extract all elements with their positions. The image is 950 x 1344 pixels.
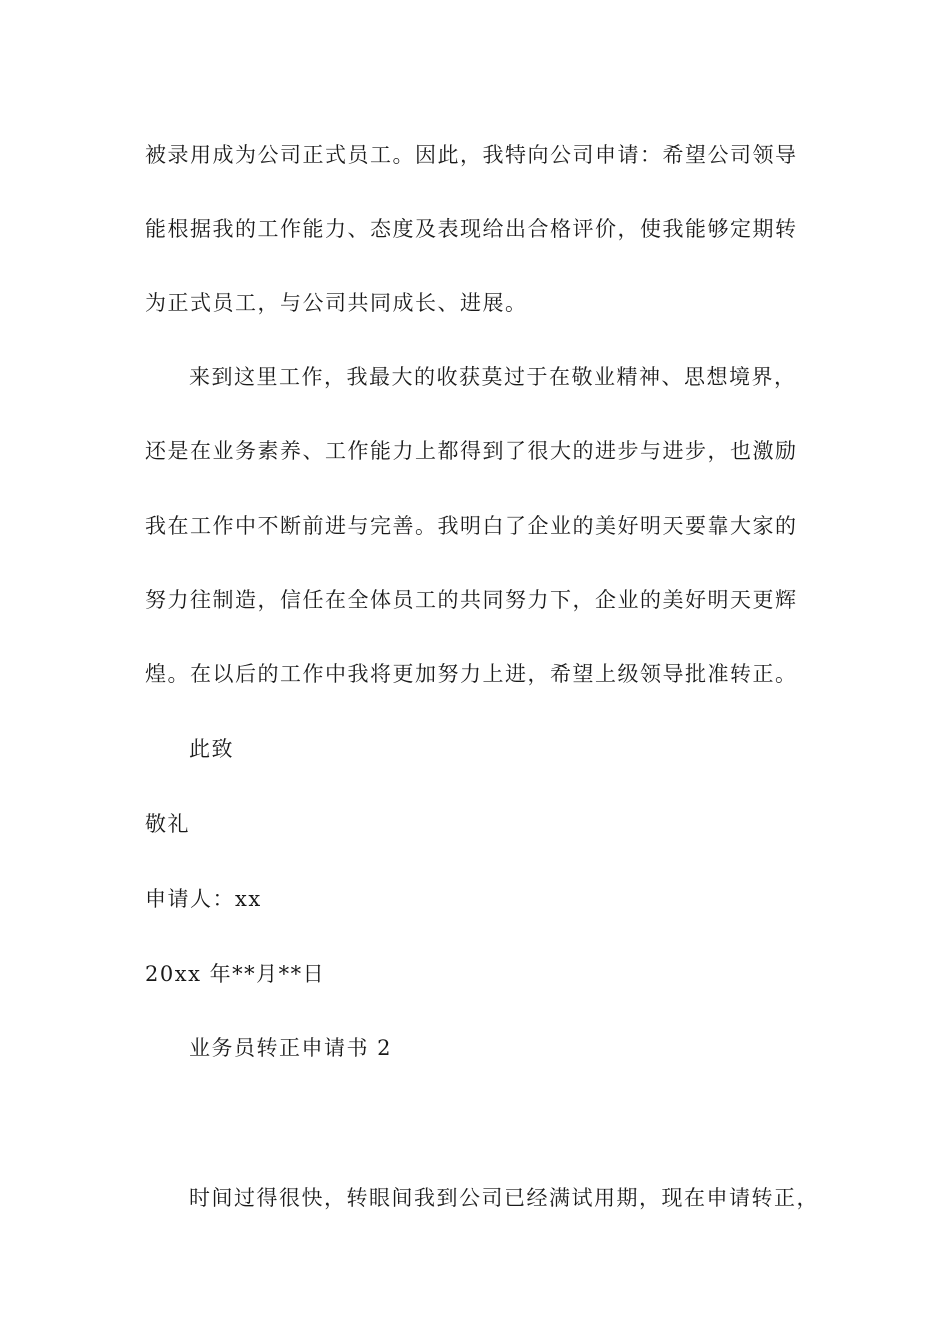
- closing-salutation: 此致: [189, 737, 234, 761]
- body-line-5: 还是在业务素养、工作能力上都得到了很大的进步与进步，也激励: [145, 439, 798, 463]
- date-line: 20xx 年**月**日: [145, 962, 326, 986]
- body-line-8: 煌。在以后的工作中我将更加努力上进，希望上级领导批准转正。: [145, 662, 798, 686]
- body-line-6: 我在工作中不断前进与完善。我明白了企业的美好明天要靠大家的: [145, 514, 798, 538]
- body-line-last: 时间过得很快，转眼间我到公司已经满试用期，现在申请转正，: [189, 1186, 819, 1210]
- body-line-7: 努力往制造，信任在全体员工的共同努力下，企业的美好明天更辉: [145, 588, 798, 612]
- body-line-1: 被录用成为公司正式员工。因此，我特向公司申请：希望公司领导: [145, 143, 798, 167]
- body-line-3: 为正式员工，与公司共同成长、进展。: [145, 291, 528, 315]
- paragraph-start-line: 来到这里工作，我最大的收获莫过于在敬业精神、思想境界，: [189, 365, 797, 389]
- applicant-name: 申请人：xx: [145, 887, 262, 911]
- closing-regards: 敬礼: [145, 812, 190, 836]
- section-title: 业务员转正申请书 2: [189, 1036, 393, 1060]
- body-line-2: 能根据我的工作能力、态度及表现给出合格评价，使我能够定期转: [145, 217, 798, 241]
